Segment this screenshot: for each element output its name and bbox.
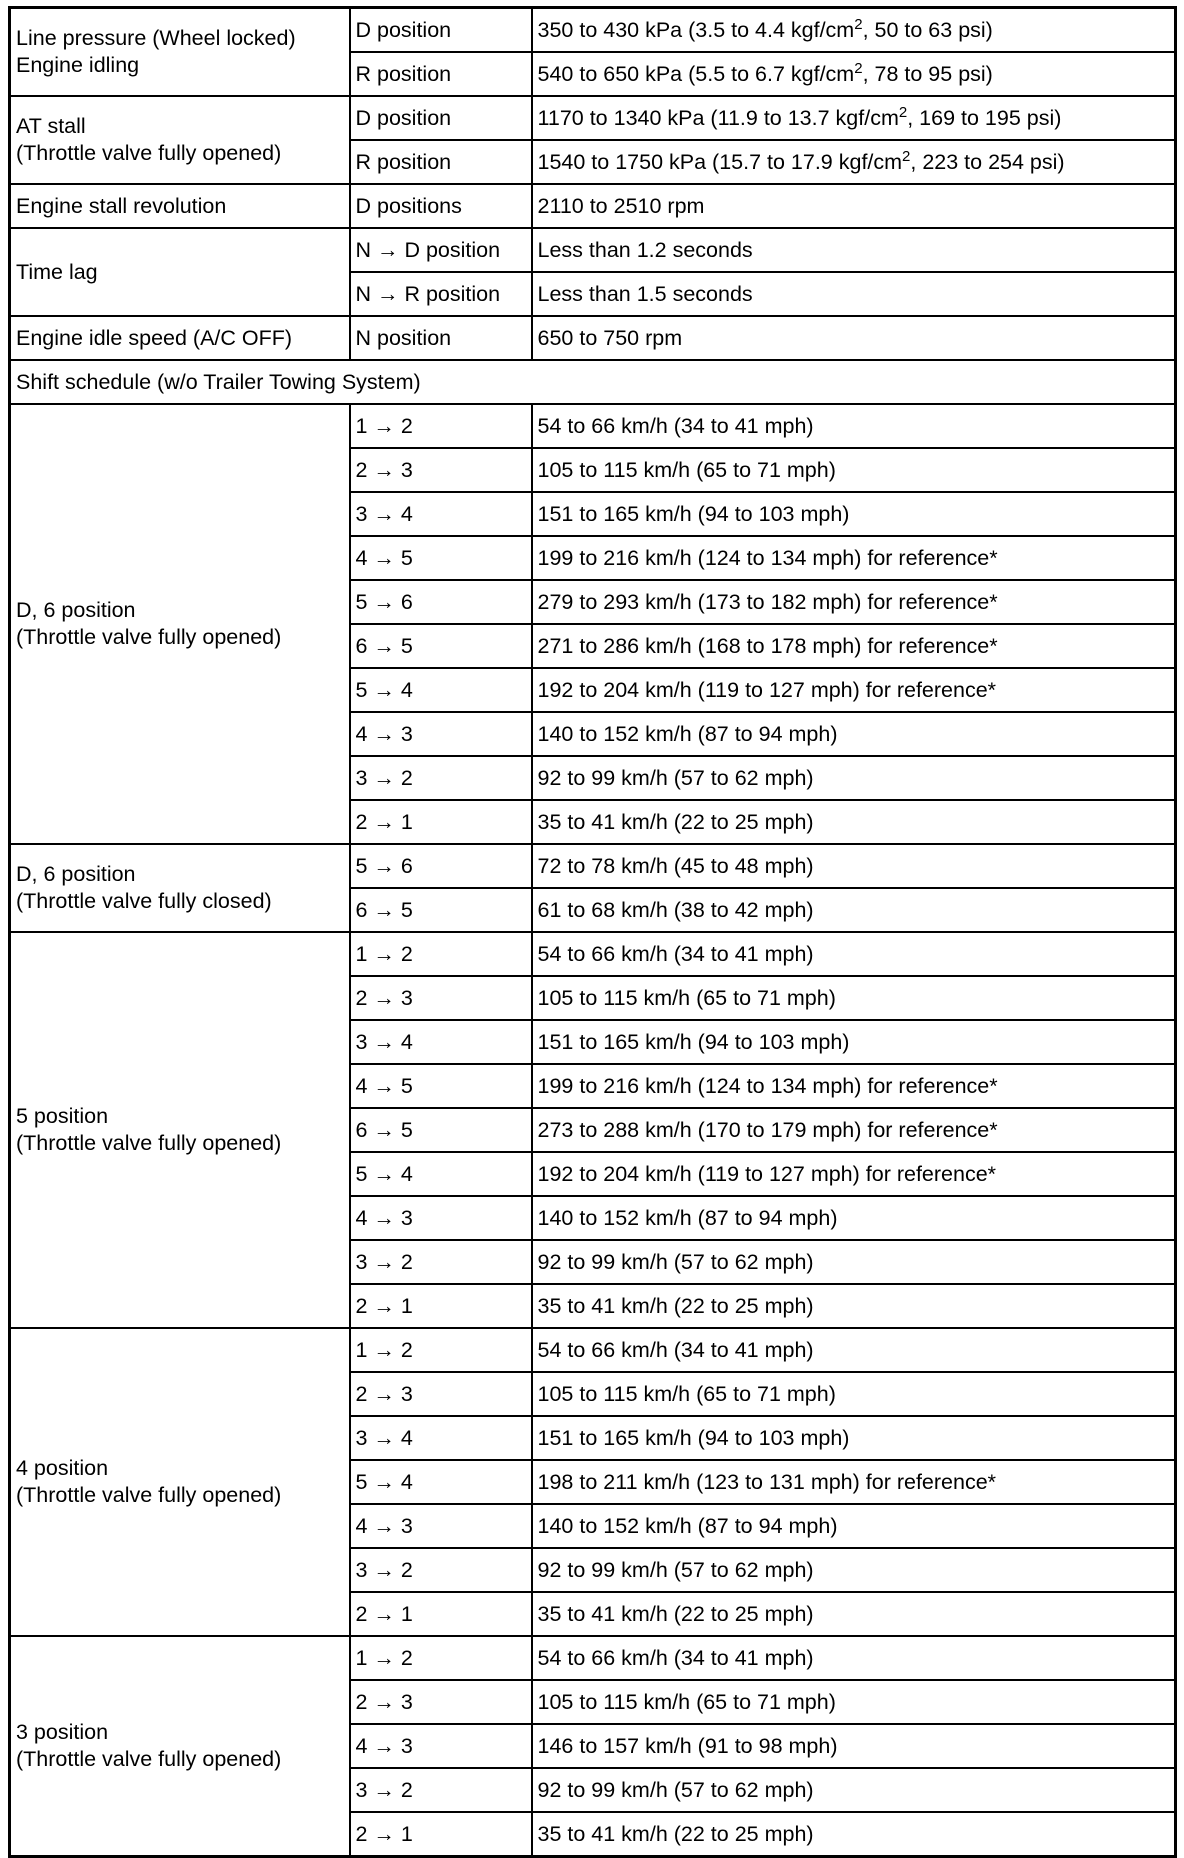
superscript: 2	[854, 59, 863, 77]
row-sublabel: (Throttle valve fully closed)	[16, 889, 272, 913]
value-cell: 54 to 66 km/h (34 to 41 mph)	[532, 932, 1176, 976]
shift-cell: 6 → 5	[350, 624, 532, 668]
table-row	[10, 404, 1176, 448]
shift-cell: 4 → 3	[350, 1724, 532, 1768]
row-label: 4 position	[16, 1456, 109, 1480]
shift-group	[10, 1636, 1176, 1857]
row-sublabel: (Throttle valve fully opened)	[16, 1747, 282, 1771]
row-sublabel: (Throttle valve fully opened)	[16, 1131, 282, 1155]
row-label-cell	[10, 8, 350, 97]
shift-cell: 4 → 3	[350, 712, 532, 756]
value-text: , 50 to 63 psi)	[862, 17, 993, 42]
position-cell: N position	[350, 316, 532, 360]
value-cell: 35 to 41 km/h (22 to 25 mph)	[532, 1284, 1176, 1328]
table-row	[10, 1328, 1176, 1372]
shift-cell: 1 → 2	[350, 404, 532, 448]
value-cell: 192 to 204 km/h (119 to 127 mph) for reference*	[532, 1152, 1176, 1196]
value-text: 1540 to 1750 kPa (15.7 to 17.9 kgf/cm	[537, 149, 903, 174]
row-label: Line pressure (Wheel locked)	[16, 26, 296, 50]
row-sublabel: (Throttle valve fully opened)	[16, 141, 282, 165]
shift-cell: 2 → 3	[350, 1680, 532, 1724]
value-text: , 78 to 95 psi)	[862, 61, 993, 86]
value-cell: 35 to 41 km/h (22 to 25 mph)	[532, 1812, 1176, 1857]
shift-cell: 2 → 3	[350, 976, 532, 1020]
shift-cell: 2 → 1	[350, 1592, 532, 1636]
position-cell: N → R position	[350, 272, 532, 316]
value-cell: 35 to 41 km/h (22 to 25 mph)	[532, 1592, 1176, 1636]
spec-table	[8, 6, 1177, 1858]
shift-group	[10, 932, 1176, 1328]
value-cell: 146 to 157 km/h (91 to 98 mph)	[532, 1724, 1176, 1768]
row-sublabel: (Throttle valve fully opened)	[16, 625, 282, 649]
value-cell: 140 to 152 km/h (87 to 94 mph)	[532, 712, 1176, 756]
shift-cell: 1 → 2	[350, 1636, 532, 1680]
shift-cell: 5 → 4	[350, 1460, 532, 1504]
row-label-cell: Engine idle speed (A/C OFF)	[10, 316, 350, 360]
shift-cell: 3 → 4	[350, 1416, 532, 1460]
value-cell: 35 to 41 km/h (22 to 25 mph)	[532, 800, 1176, 844]
value-text: 540 to 650 kPa (5.5 to 6.7 kgf/cm	[537, 61, 855, 86]
value-cell: 151 to 165 km/h (94 to 103 mph)	[532, 492, 1176, 536]
table-row	[10, 316, 1176, 360]
shift-cell: 4 → 3	[350, 1504, 532, 1548]
row-label-cell	[10, 1328, 350, 1636]
row-label-cell	[10, 404, 350, 844]
value-cell: 61 to 68 km/h (38 to 42 mph)	[532, 888, 1176, 932]
value-cell: 151 to 165 km/h (94 to 103 mph)	[532, 1416, 1176, 1460]
shift-cell: 6 → 5	[350, 888, 532, 932]
value-cell: 279 to 293 km/h (173 to 182 mph) for reference*	[532, 580, 1176, 624]
value-text: , 169 to 195 psi)	[907, 105, 1062, 130]
value-cell: 2110 to 2510 rpm	[532, 184, 1176, 228]
row-label-cell: Time lag	[10, 228, 350, 316]
shift-cell: 2 → 1	[350, 1812, 532, 1857]
value-text: , 223 to 254 psi)	[910, 149, 1065, 174]
shift-cell: 3 → 2	[350, 1548, 532, 1592]
value-cell: Less than 1.2 seconds	[532, 228, 1176, 272]
row-label-cell	[10, 932, 350, 1328]
value-cell: 105 to 115 km/h (65 to 71 mph)	[532, 976, 1176, 1020]
shift-cell: 4 → 5	[350, 536, 532, 580]
superscript: 2	[898, 103, 908, 121]
table-row	[10, 844, 1176, 888]
shift-cell: 6 → 5	[350, 1108, 532, 1152]
row-sublabel: Engine idling	[16, 53, 140, 77]
shift-cell: 2 → 3	[350, 448, 532, 492]
row-label: AT stall	[16, 114, 86, 138]
value-cell: 140 to 152 km/h (87 to 94 mph)	[532, 1504, 1176, 1548]
shift-cell: 2 → 1	[350, 1284, 532, 1328]
row-label: 5 position	[16, 1104, 109, 1128]
value-cell: 192 to 204 km/h (119 to 127 mph) for reference*	[532, 668, 1176, 712]
value-cell: 72 to 78 km/h (45 to 48 mph)	[532, 844, 1176, 888]
shift-group	[10, 844, 1176, 932]
shift-cell: 5 → 6	[350, 580, 532, 624]
shift-cell: 4 → 5	[350, 1064, 532, 1108]
shift-cell: 5 → 6	[350, 844, 532, 888]
value-cell: 140 to 152 km/h (87 to 94 mph)	[532, 1196, 1176, 1240]
row-label: D, 6 position	[16, 862, 136, 886]
table-row	[10, 8, 1176, 53]
table-row	[10, 228, 1176, 272]
row-label: D, 6 position	[16, 598, 136, 622]
shift-cell: 5 → 4	[350, 1152, 532, 1196]
shift-cell: 3 → 2	[350, 1768, 532, 1812]
table-row	[10, 932, 1176, 976]
value-cell	[532, 52, 1176, 96]
value-cell: 273 to 288 km/h (170 to 179 mph) for reference*	[532, 1108, 1176, 1152]
value-cell: Less than 1.5 seconds	[532, 272, 1176, 316]
value-cell: 92 to 99 km/h (57 to 62 mph)	[532, 1240, 1176, 1284]
value-cell: 92 to 99 km/h (57 to 62 mph)	[532, 756, 1176, 800]
position-cell: R position	[350, 140, 532, 184]
superscript: 2	[854, 15, 863, 33]
table-row	[10, 96, 1176, 140]
value-cell: 105 to 115 km/h (65 to 71 mph)	[532, 1372, 1176, 1416]
value-cell	[532, 140, 1176, 184]
value-cell: 199 to 216 km/h (124 to 134 mph) for reference*	[532, 1064, 1176, 1108]
shift-cell: 3 → 4	[350, 1020, 532, 1064]
value-cell	[532, 96, 1176, 140]
table-row	[10, 184, 1176, 228]
position-cell: D position	[350, 8, 532, 53]
value-cell: 271 to 286 km/h (168 to 178 mph) for reference*	[532, 624, 1176, 668]
value-cell: 105 to 115 km/h (65 to 71 mph)	[532, 1680, 1176, 1724]
shift-cell: 1 → 2	[350, 932, 532, 976]
row-label-cell	[10, 1636, 350, 1857]
row-label: 3 position	[16, 1720, 109, 1744]
shift-cell: 1 → 2	[350, 1328, 532, 1372]
shift-cell: 3 → 2	[350, 1240, 532, 1284]
row-label-cell	[10, 844, 350, 932]
shift-cell: 4 → 3	[350, 1196, 532, 1240]
row-label-cell	[10, 96, 350, 184]
value-cell: 92 to 99 km/h (57 to 62 mph)	[532, 1548, 1176, 1592]
value-cell: 151 to 165 km/h (94 to 103 mph)	[532, 1020, 1176, 1064]
value-cell: 54 to 66 km/h (34 to 41 mph)	[532, 1328, 1176, 1372]
shift-cell: 2 → 3	[350, 1372, 532, 1416]
value-cell: 54 to 66 km/h (34 to 41 mph)	[532, 404, 1176, 448]
value-cell	[532, 8, 1176, 53]
value-cell: 199 to 216 km/h (124 to 134 mph) for reference*	[532, 536, 1176, 580]
shift-group	[10, 404, 1176, 844]
table-row	[10, 1636, 1176, 1680]
shift-cell: 3 → 4	[350, 492, 532, 536]
shift-cell: 5 → 4	[350, 668, 532, 712]
row-sublabel: (Throttle valve fully opened)	[16, 1483, 282, 1507]
shift-cell: 2 → 1	[350, 800, 532, 844]
value-text: 350 to 430 kPa (3.5 to 4.4 kgf/cm	[537, 17, 855, 42]
position-cell: D position	[350, 96, 532, 140]
position-cell: R position	[350, 52, 532, 96]
section-row	[10, 360, 1176, 404]
shift-group	[10, 1328, 1176, 1636]
value-text: 1170 to 1340 kPa (11.9 to 13.7 kgf/cm	[537, 105, 899, 130]
shift-cell: 3 → 2	[350, 756, 532, 800]
superscript: 2	[902, 147, 911, 165]
row-label-cell: Engine stall revolution	[10, 184, 350, 228]
value-cell: 650 to 750 rpm	[532, 316, 1176, 360]
value-cell: 105 to 115 km/h (65 to 71 mph)	[532, 448, 1176, 492]
position-cell: N → D position	[350, 228, 532, 272]
position-cell: D positions	[350, 184, 532, 228]
value-cell: 54 to 66 km/h (34 to 41 mph)	[532, 1636, 1176, 1680]
section-heading: Shift schedule (w/o Trailer Towing System)	[10, 360, 1176, 404]
value-cell: 92 to 99 km/h (57 to 62 mph)	[532, 1768, 1176, 1812]
value-cell: 198 to 211 km/h (123 to 131 mph) for reference*	[532, 1460, 1176, 1504]
